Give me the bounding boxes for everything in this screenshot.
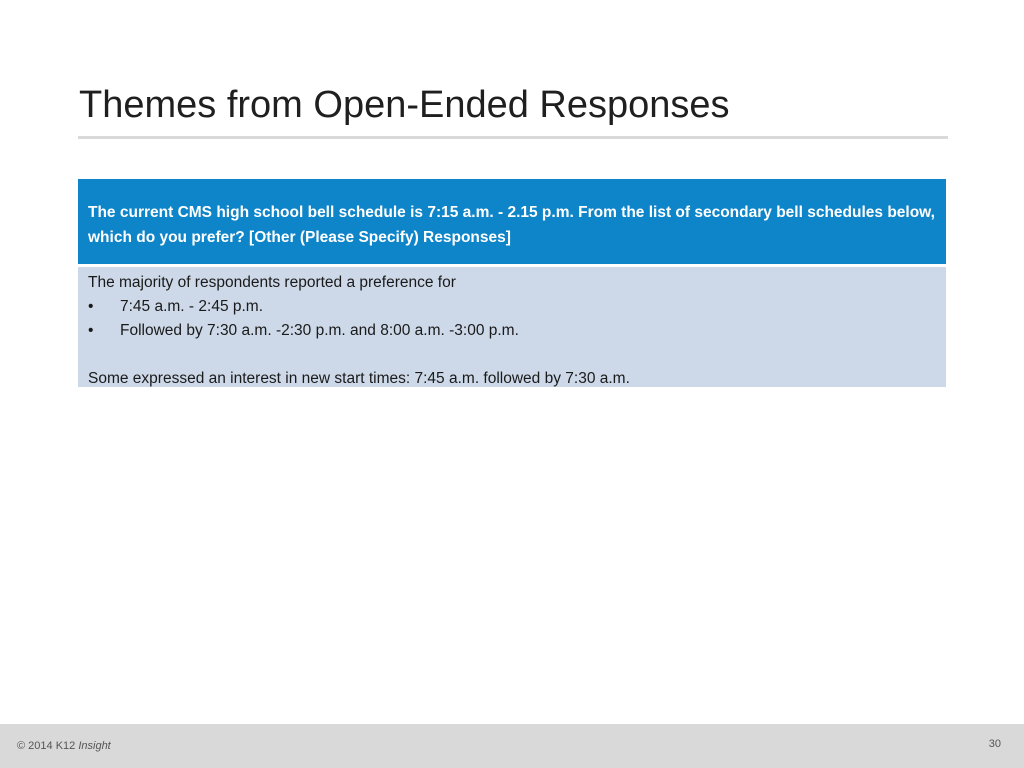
bullet-icon: • bbox=[88, 298, 94, 315]
copyright-text: © 2014 K12 bbox=[17, 740, 79, 752]
themes-intro: The majority of respondents reported a preference for bbox=[88, 274, 456, 291]
page-number: 30 bbox=[988, 738, 1001, 750]
response-table bbox=[78, 179, 946, 387]
themes-closing: Some expressed an interest in new start times: 7:45 a.m. followed by 7:30 a.m. bbox=[88, 370, 630, 387]
title-divider bbox=[78, 136, 948, 139]
bullet-icon: • bbox=[88, 322, 94, 339]
brand-name: Insight bbox=[78, 740, 111, 752]
table-header-question: The current CMS high school bell schedule is 7:15 a.m. - 2.15 p.m. From the list of secondary bell schedules below, which do you prefer? [Other (Please Specify) Responses] bbox=[78, 179, 946, 267]
themes-bullet-list bbox=[88, 295, 936, 343]
list-item-text: 7:45 a.m. - 2:45 p.m. bbox=[120, 298, 264, 315]
list-item bbox=[88, 295, 936, 319]
list-item-text: Followed by 7:30 a.m. -2:30 p.m. and 8:00 a.m. -3:00 p.m. bbox=[120, 322, 519, 339]
footer-copyright bbox=[17, 740, 111, 752]
list-item bbox=[88, 319, 936, 343]
table-body-themes bbox=[78, 267, 946, 387]
slide-title: Themes from Open-Ended Responses bbox=[79, 84, 730, 126]
paragraph-spacer bbox=[88, 343, 936, 367]
slide-footer bbox=[0, 724, 1024, 768]
